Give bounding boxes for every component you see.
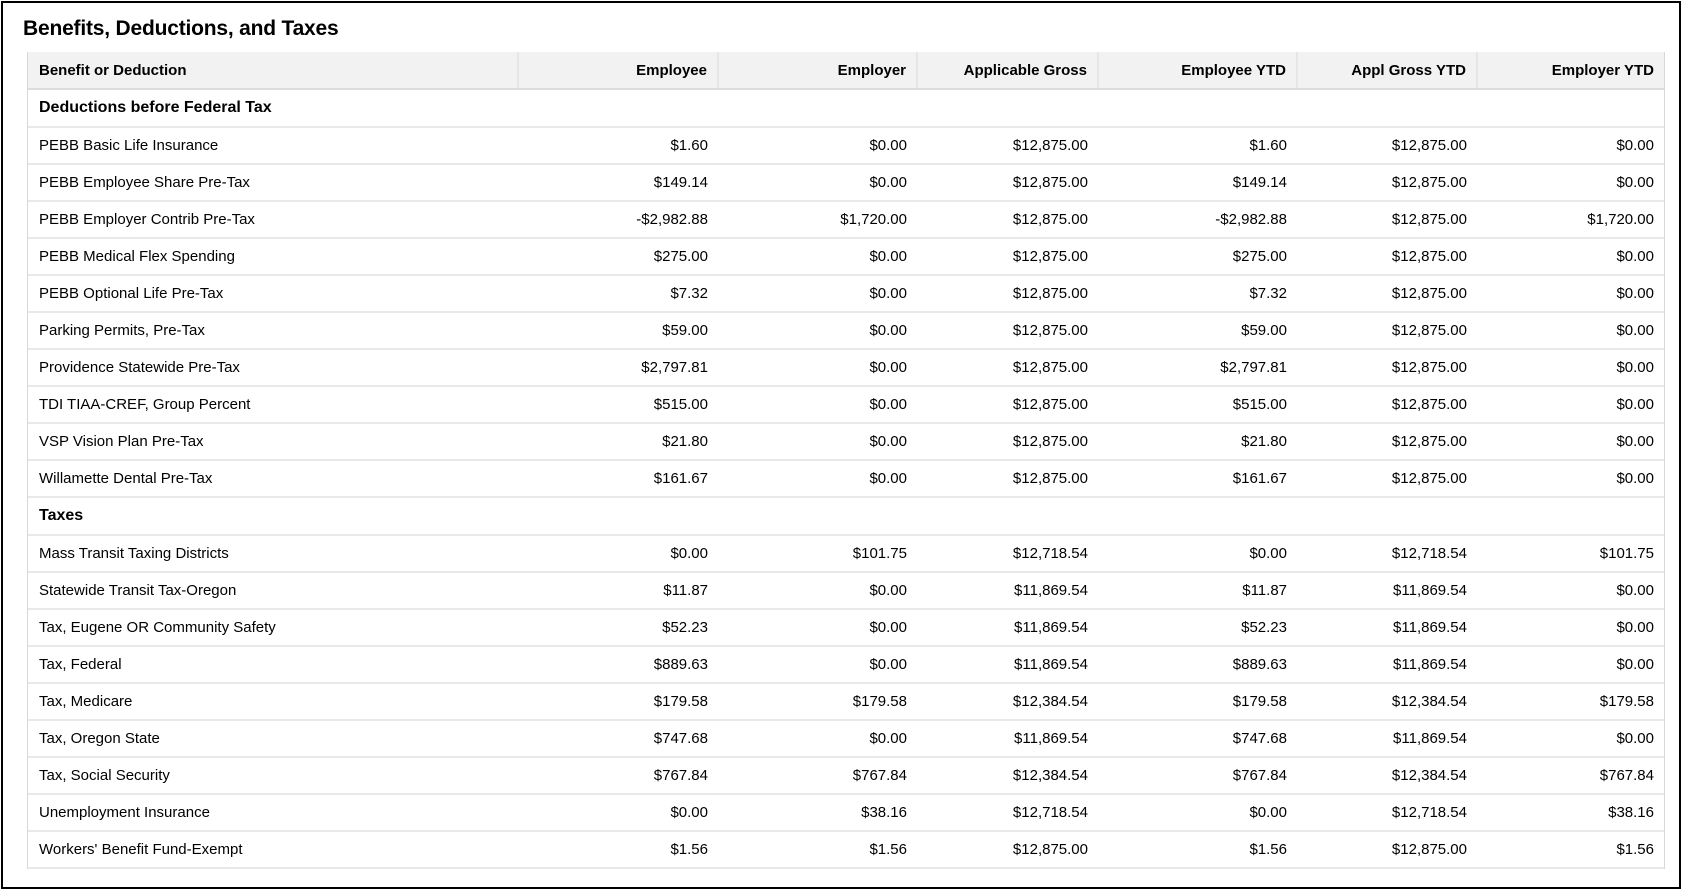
column-header-employer-ytd: Employer YTD (1477, 52, 1664, 89)
cell-employee: $275.00 (518, 238, 718, 275)
row-label: PEBB Optional Life Pre-Tax (28, 275, 518, 312)
row-label: Statewide Transit Tax-Oregon (28, 572, 518, 609)
table-body (28, 89, 1664, 868)
group-heading: Taxes (28, 497, 1664, 535)
cell-employer: $0.00 (718, 164, 917, 201)
table-row (28, 127, 1664, 164)
cell-appl-gross-ytd: $12,875.00 (1297, 275, 1477, 312)
cell-appl-gross-ytd: $11,869.54 (1297, 720, 1477, 757)
column-header-employee: Employee (518, 52, 718, 89)
cell-employee-ytd: $515.00 (1098, 386, 1297, 423)
cell-applicable-gross: $12,718.54 (917, 794, 1098, 831)
table-row (28, 423, 1664, 460)
cell-appl-gross-ytd: $12,875.00 (1297, 238, 1477, 275)
cell-employee-ytd: $11.87 (1098, 572, 1297, 609)
cell-employee-ytd: $747.68 (1098, 720, 1297, 757)
cell-employee: -$2,982.88 (518, 201, 718, 238)
cell-employer-ytd: $0.00 (1477, 275, 1664, 312)
table-header (28, 52, 1664, 89)
table-row (28, 275, 1664, 312)
cell-employer: $767.84 (718, 757, 917, 794)
cell-employer-ytd: $0.00 (1477, 238, 1664, 275)
cell-employer: $101.75 (718, 535, 917, 572)
cell-employer: $0.00 (718, 423, 917, 460)
cell-applicable-gross: $12,384.54 (917, 683, 1098, 720)
cell-employee: $11.87 (518, 572, 718, 609)
cell-appl-gross-ytd: $12,875.00 (1297, 312, 1477, 349)
section-title: Benefits, Deductions, and Taxes (23, 17, 339, 40)
cell-employer: $0.00 (718, 238, 917, 275)
benefits-table-container (27, 52, 1665, 869)
cell-employer: $0.00 (718, 386, 917, 423)
cell-employee-ytd: -$2,982.88 (1098, 201, 1297, 238)
cell-employer: $0.00 (718, 275, 917, 312)
row-label: PEBB Employee Share Pre-Tax (28, 164, 518, 201)
cell-employee-ytd: $179.58 (1098, 683, 1297, 720)
column-header-employer: Employer (718, 52, 917, 89)
benefits-deductions-taxes-table (28, 52, 1664, 869)
column-header-appl-gross-ytd: Appl Gross YTD (1297, 52, 1477, 89)
row-label: Unemployment Insurance (28, 794, 518, 831)
table-row (28, 164, 1664, 201)
cell-employee-ytd: $52.23 (1098, 609, 1297, 646)
cell-employee: $149.14 (518, 164, 718, 201)
cell-employer: $0.00 (718, 720, 917, 757)
cell-employee: $179.58 (518, 683, 718, 720)
cell-employee: $2,797.81 (518, 349, 718, 386)
cell-employer: $0.00 (718, 646, 917, 683)
cell-employee-ytd: $7.32 (1098, 275, 1297, 312)
cell-employer: $0.00 (718, 349, 917, 386)
table-row (28, 312, 1664, 349)
row-label: Tax, Social Security (28, 757, 518, 794)
cell-employee-ytd: $1.60 (1098, 127, 1297, 164)
row-label: PEBB Basic Life Insurance (28, 127, 518, 164)
cell-employee-ytd: $0.00 (1098, 535, 1297, 572)
cell-employer-ytd: $38.16 (1477, 794, 1664, 831)
cell-employee-ytd: $149.14 (1098, 164, 1297, 201)
cell-employer: $0.00 (718, 460, 917, 497)
row-label: Workers' Benefit Fund-Exempt (28, 831, 518, 868)
cell-employer: $0.00 (718, 312, 917, 349)
cell-employer-ytd: $0.00 (1477, 386, 1664, 423)
table-row (28, 646, 1664, 683)
cell-employee-ytd: $59.00 (1098, 312, 1297, 349)
cell-applicable-gross: $12,875.00 (917, 831, 1098, 868)
cell-applicable-gross: $11,869.54 (917, 572, 1098, 609)
cell-employee: $0.00 (518, 794, 718, 831)
cell-employer-ytd: $0.00 (1477, 646, 1664, 683)
cell-employer-ytd: $0.00 (1477, 164, 1664, 201)
column-header-applicable-gross: Applicable Gross (917, 52, 1098, 89)
cell-applicable-gross: $11,869.54 (917, 646, 1098, 683)
cell-employer: $1,720.00 (718, 201, 917, 238)
row-label: Parking Permits, Pre-Tax (28, 312, 518, 349)
cell-employer: $1.56 (718, 831, 917, 868)
cell-employer-ytd: $101.75 (1477, 535, 1664, 572)
table-row (28, 609, 1664, 646)
cell-appl-gross-ytd: $12,384.54 (1297, 683, 1477, 720)
cell-employer-ytd: $0.00 (1477, 609, 1664, 646)
cell-employee-ytd: $767.84 (1098, 757, 1297, 794)
row-label: Tax, Federal (28, 646, 518, 683)
cell-applicable-gross: $12,875.00 (917, 423, 1098, 460)
cell-employer: $0.00 (718, 609, 917, 646)
cell-employee: $747.68 (518, 720, 718, 757)
cell-employee-ytd: $1.56 (1098, 831, 1297, 868)
row-label: TDI TIAA-CREF, Group Percent (28, 386, 518, 423)
cell-employee: $1.56 (518, 831, 718, 868)
row-label: Tax, Oregon State (28, 720, 518, 757)
cell-employee-ytd: $0.00 (1098, 794, 1297, 831)
header-row (28, 52, 1664, 89)
cell-applicable-gross: $12,875.00 (917, 201, 1098, 238)
cell-applicable-gross: $12,875.00 (917, 460, 1098, 497)
cell-employee: $7.32 (518, 275, 718, 312)
cell-employer-ytd: $0.00 (1477, 349, 1664, 386)
cell-employee-ytd: $275.00 (1098, 238, 1297, 275)
row-label: Mass Transit Taxing Districts (28, 535, 518, 572)
table-row (28, 386, 1664, 423)
row-label: PEBB Employer Contrib Pre-Tax (28, 201, 518, 238)
cell-employer-ytd: $0.00 (1477, 423, 1664, 460)
cell-applicable-gross: $12,875.00 (917, 127, 1098, 164)
cell-employee: $0.00 (518, 535, 718, 572)
cell-employer: $38.16 (718, 794, 917, 831)
row-label: Tax, Eugene OR Community Safety (28, 609, 518, 646)
cell-appl-gross-ytd: $12,875.00 (1297, 349, 1477, 386)
cell-employee: $1.60 (518, 127, 718, 164)
cell-applicable-gross: $12,875.00 (917, 349, 1098, 386)
row-label: Providence Statewide Pre-Tax (28, 349, 518, 386)
cell-applicable-gross: $11,869.54 (917, 720, 1098, 757)
cell-employer-ytd: $0.00 (1477, 460, 1664, 497)
table-row (28, 460, 1664, 497)
table-row (28, 238, 1664, 275)
cell-appl-gross-ytd: $12,384.54 (1297, 757, 1477, 794)
cell-employer-ytd: $1,720.00 (1477, 201, 1664, 238)
cell-appl-gross-ytd: $12,875.00 (1297, 201, 1477, 238)
group-heading-row (28, 89, 1664, 127)
cell-employee: $767.84 (518, 757, 718, 794)
cell-employer: $0.00 (718, 127, 917, 164)
row-label: Willamette Dental Pre-Tax (28, 460, 518, 497)
table-row (28, 720, 1664, 757)
cell-appl-gross-ytd: $11,869.54 (1297, 646, 1477, 683)
cell-employee: $515.00 (518, 386, 718, 423)
cell-applicable-gross: $12,875.00 (917, 164, 1098, 201)
cell-employee-ytd: $161.67 (1098, 460, 1297, 497)
column-header-employee-ytd: Employee YTD (1098, 52, 1297, 89)
cell-employer-ytd: $767.84 (1477, 757, 1664, 794)
cell-appl-gross-ytd: $12,718.54 (1297, 794, 1477, 831)
cell-applicable-gross: $12,384.54 (917, 757, 1098, 794)
table-row (28, 794, 1664, 831)
cell-applicable-gross: $12,875.00 (917, 312, 1098, 349)
cell-employee-ytd: $21.80 (1098, 423, 1297, 460)
row-label: PEBB Medical Flex Spending (28, 238, 518, 275)
cell-employer-ytd: $0.00 (1477, 720, 1664, 757)
cell-employee-ytd: $2,797.81 (1098, 349, 1297, 386)
row-label: Tax, Medicare (28, 683, 518, 720)
cell-employee: $161.67 (518, 460, 718, 497)
cell-applicable-gross: $11,869.54 (917, 609, 1098, 646)
cell-employer-ytd: $0.00 (1477, 127, 1664, 164)
table-row (28, 535, 1664, 572)
cell-applicable-gross: $12,718.54 (917, 535, 1098, 572)
cell-applicable-gross: $12,875.00 (917, 238, 1098, 275)
cell-appl-gross-ytd: $12,875.00 (1297, 831, 1477, 868)
cell-employer-ytd: $0.00 (1477, 312, 1664, 349)
table-row (28, 831, 1664, 868)
row-label: VSP Vision Plan Pre-Tax (28, 423, 518, 460)
cell-appl-gross-ytd: $12,875.00 (1297, 423, 1477, 460)
cell-appl-gross-ytd: $12,875.00 (1297, 386, 1477, 423)
cell-applicable-gross: $12,875.00 (917, 275, 1098, 312)
cell-employee: $52.23 (518, 609, 718, 646)
group-heading: Deductions before Federal Tax (28, 89, 1664, 127)
cell-employer-ytd: $179.58 (1477, 683, 1664, 720)
cell-employer-ytd: $1.56 (1477, 831, 1664, 868)
column-header-benefit-or-deduction: Benefit or Deduction (28, 52, 518, 89)
table-row (28, 201, 1664, 238)
cell-employee: $59.00 (518, 312, 718, 349)
cell-employee: $889.63 (518, 646, 718, 683)
cell-appl-gross-ytd: $12,875.00 (1297, 127, 1477, 164)
cell-appl-gross-ytd: $12,875.00 (1297, 164, 1477, 201)
cell-appl-gross-ytd: $12,718.54 (1297, 535, 1477, 572)
group-heading-row (28, 497, 1664, 535)
cell-employee: $21.80 (518, 423, 718, 460)
cell-employer: $179.58 (718, 683, 917, 720)
cell-appl-gross-ytd: $11,869.54 (1297, 609, 1477, 646)
cell-applicable-gross: $12,875.00 (917, 386, 1098, 423)
table-row (28, 757, 1664, 794)
cell-employee-ytd: $889.63 (1098, 646, 1297, 683)
cell-employer: $0.00 (718, 572, 917, 609)
cell-employer-ytd: $0.00 (1477, 572, 1664, 609)
table-row (28, 349, 1664, 386)
table-row (28, 683, 1664, 720)
cell-appl-gross-ytd: $11,869.54 (1297, 572, 1477, 609)
page-frame (1, 1, 1681, 889)
cell-appl-gross-ytd: $12,875.00 (1297, 460, 1477, 497)
table-row (28, 572, 1664, 609)
